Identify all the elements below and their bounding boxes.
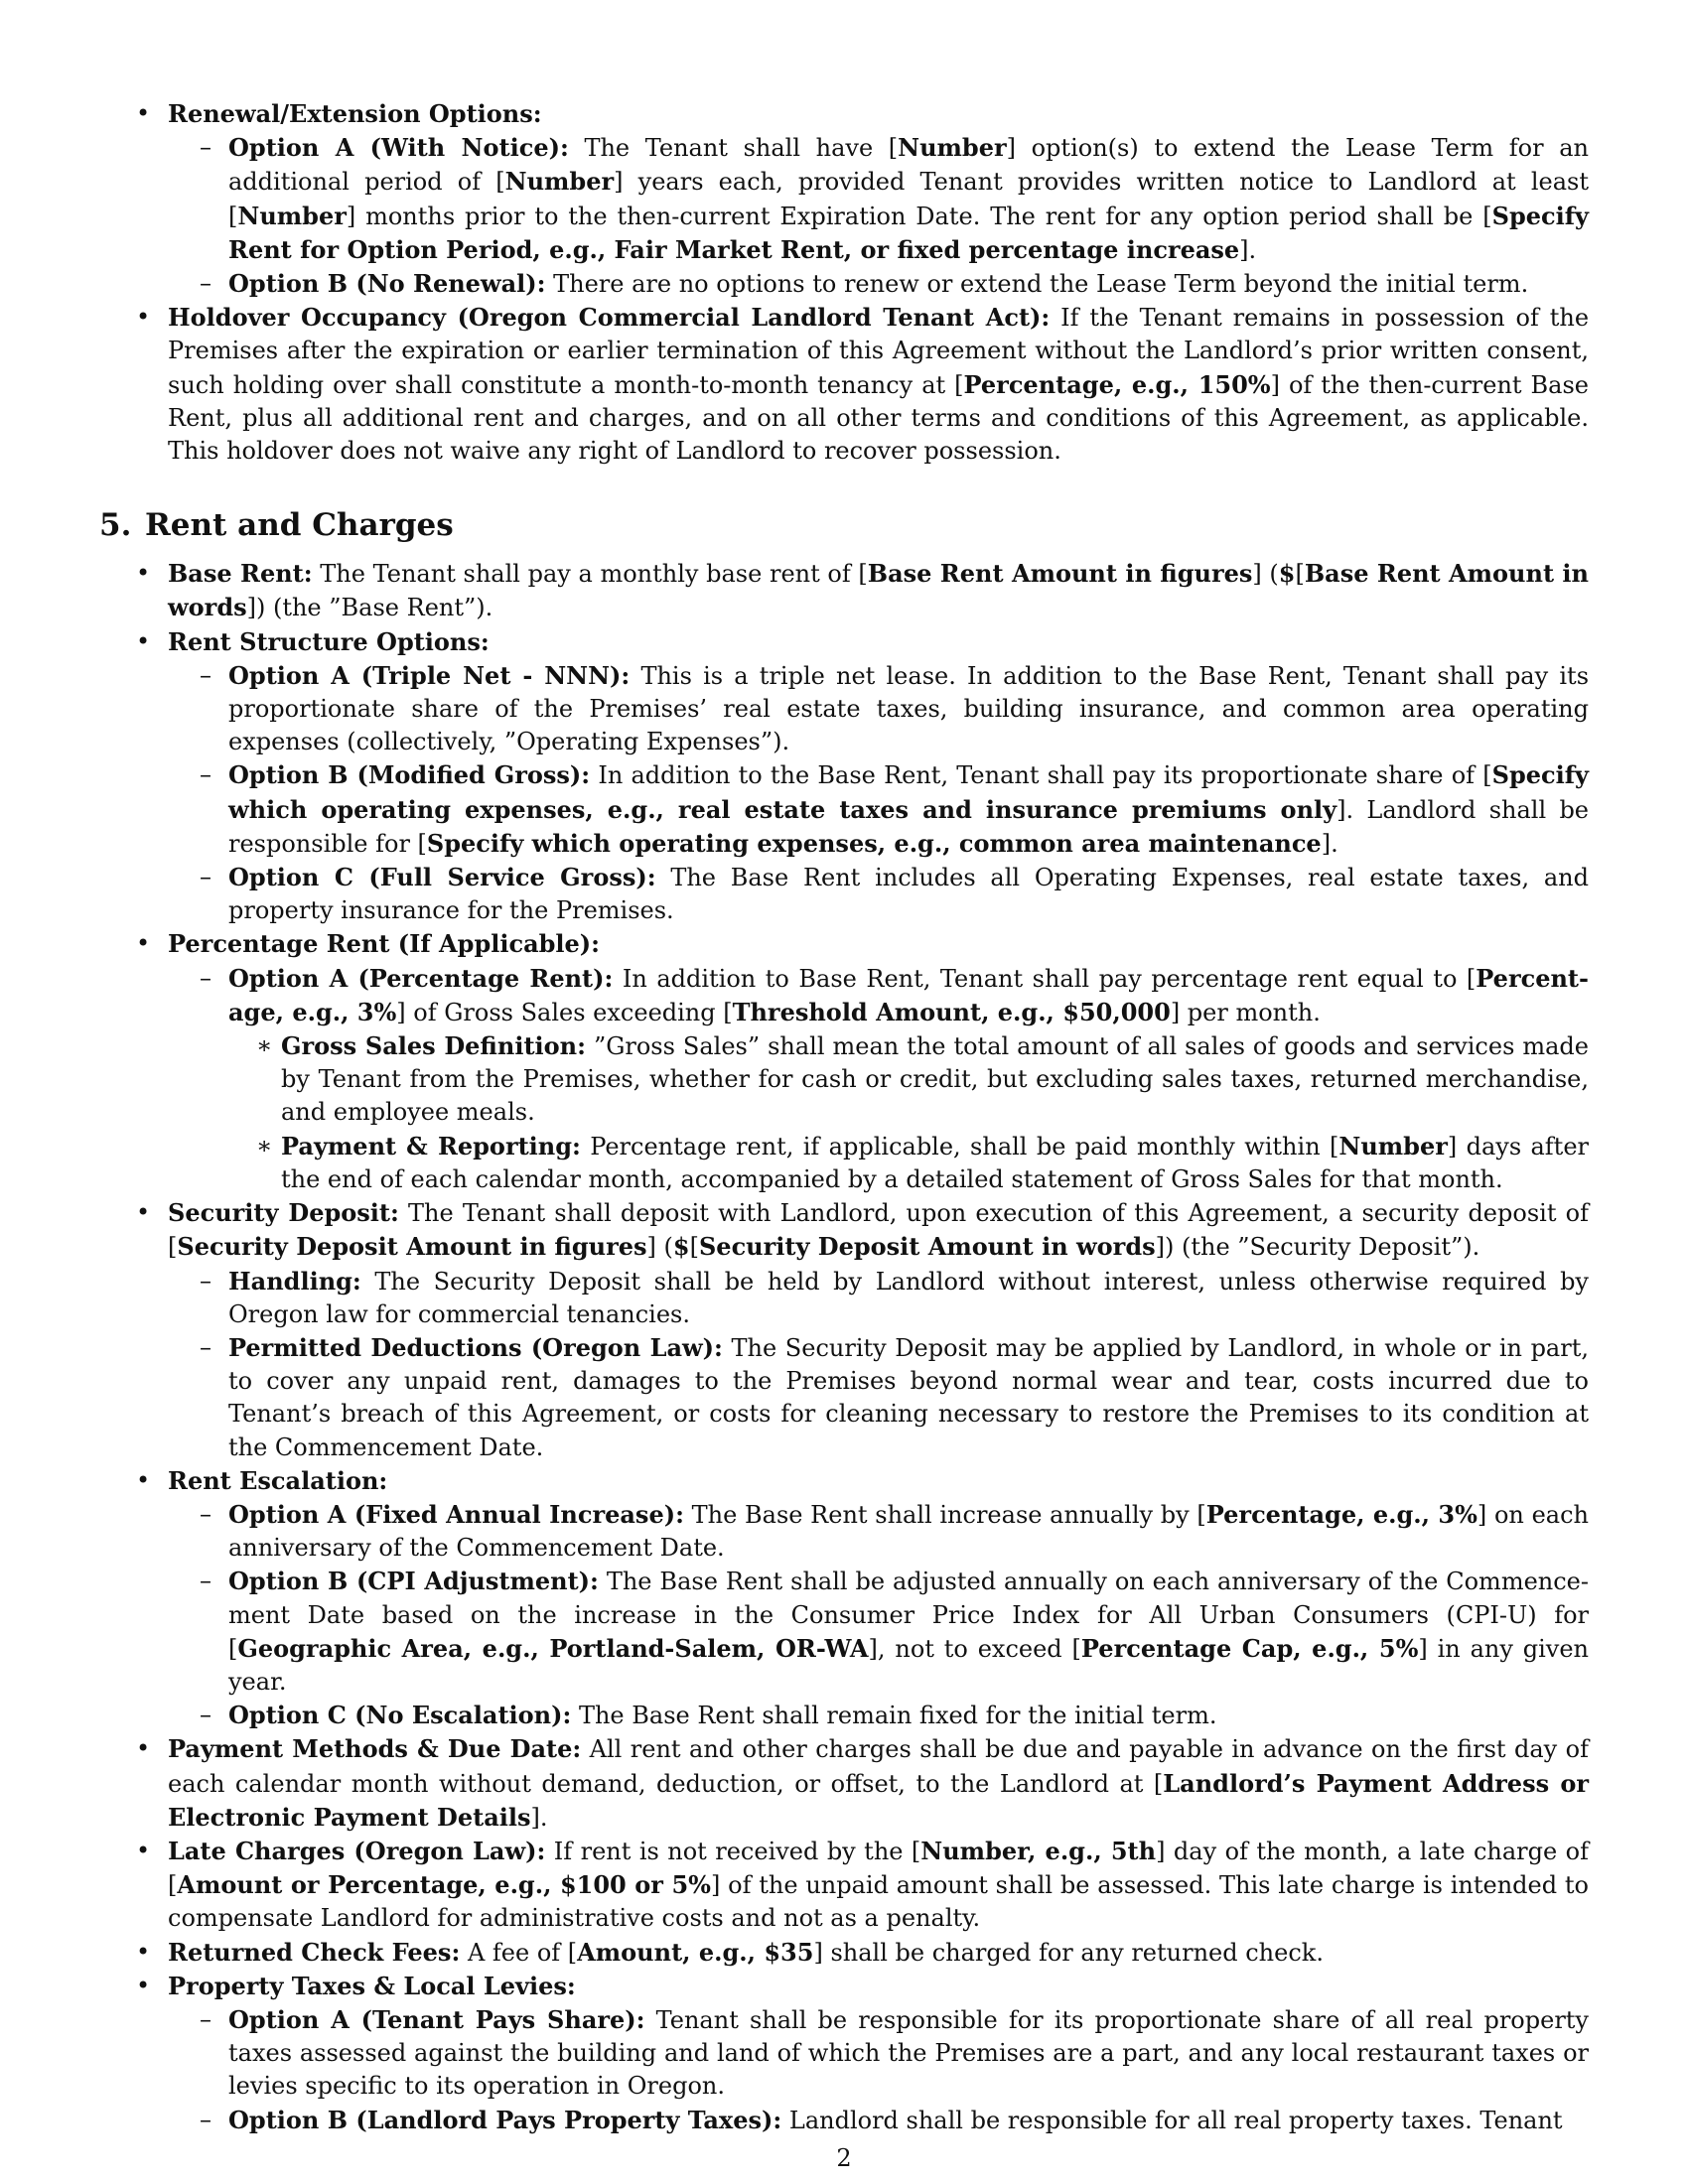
item-label: Payment Methods & Due Date:: [168, 1734, 582, 1764]
option-text: The Base Rent shall increase annually by [Percentage, e.g., 3%] on each anniversary of the Commencement Date.: [228, 1499, 1589, 1563]
option-text: In addition to Base Rent, Tenant shall pay percentage rent equal to [Percent-age, e.g., 3%] of Gross Sales exceeding [Threshold Amount, e.g., $50,000] per month.: [228, 963, 1589, 1026]
option-label: Option A (Triple Net - NNN):: [228, 660, 631, 690]
option-text: This is a triple net lease. In addition to the Base Rent, Tenant shall pay its proportionate share of the Premises’ real estate taxes, building insurance, and common area operating expenses (collectively, ”Operating Expenses”).: [228, 661, 1590, 756]
item-label: Base Rent:: [168, 559, 313, 589]
option-label: Option C (No Escalation):: [228, 1701, 572, 1730]
percentage-rent-option-a: [168, 962, 1589, 1196]
percentage-rent-item: [99, 927, 1589, 1196]
section-heading: [99, 505, 1589, 545]
detail-text: ”Gross Sales” shall mean the total amount of all sales of goods and services made by Tenant from the Premises, whether for cash or credit, but excluding sales taxes, returned merchandise, and employee meals.: [281, 1032, 1589, 1127]
item-heading: Rent Escalation:: [168, 1465, 388, 1495]
section-title: Rent and Charges: [145, 507, 454, 544]
page-number: 2: [836, 2144, 852, 2172]
base-rent-item: [99, 557, 1589, 624]
item-label: Security Deposit:: [168, 1198, 399, 1228]
rent-structure-item: [99, 625, 1589, 928]
percentage-rent-sublist: [168, 962, 1589, 1196]
item-text: A fee of [Amount, e.g., $35] shall be charged for any returned check.: [467, 1937, 1324, 1967]
item-heading: Rent Structure Options:: [168, 626, 490, 656]
rent-structure-option-b: [168, 758, 1589, 861]
detail-label: Gross Sales Definition:: [281, 1031, 586, 1061]
detail-label: Payment & Reporting:: [281, 1131, 581, 1160]
item-text: If rent is not received by the [Number, e.g., 5th] day of the month, a late charge of [Amount or Percentage, e.g., $100 or 5%] of the unpaid amount shall be assessed. This late charge is intended to compensate Landlord for administrative costs and not as a penalty.: [168, 1836, 1590, 1933]
gross-sales-definition: [228, 1029, 1589, 1130]
section-number: 5.: [99, 507, 132, 544]
item-heading: Property Taxes & Local Levies:: [168, 1971, 576, 2000]
rent-list: [99, 557, 1589, 2137]
document-page: [99, 97, 1589, 2137]
payment-methods-item: [99, 1732, 1589, 1835]
option-text: Tenant shall be responsible for its proportionate share of all real property taxes assessed against the building and land of which the Premises are a part, and any local restaurant taxes or levies specific to its operation in Oregon.: [228, 2005, 1589, 2101]
option-text: In addition to the Base Rent, Tenant shall pay its proportionate share of [Specify which operating expenses, e.g., real estate taxes and insurance premiums only]. Landlord shall be responsible for [Specify which operating expenses, e.g., common area maintenance].: [228, 760, 1590, 858]
option-text: There are no options to renew or extend the Lease Term beyond the initial term.: [553, 270, 1529, 299]
option-text: The Security Deposit may be applied by Landlord, in whole or in part, to cover any unpaid rent, damages to the Premises beyond normal wear and tear, costs incurred due to Tenant’s breach of this Agreement, or costs for cleaning necessary to restore the Premises to its condition at the Commencement Date.: [228, 1333, 1589, 1461]
security-deposit-sublist: [168, 1265, 1589, 1464]
option-label: Option B (CPI Adjustment):: [228, 1567, 599, 1596]
option-label: Option A (Tenant Pays Share):: [228, 2004, 645, 2034]
option-label: Option C (Full Service Gross):: [228, 863, 656, 892]
late-charges-item: [99, 1835, 1589, 1936]
escalation-option-c: [168, 1699, 1589, 1732]
option-text: The Tenant shall have [Number] option(s) to extend the Lease Term for an additional period of [Number] years each, provided Tenant provides written notice to Landlord at least [Number] months prior to the then-current Expiration Date. The rent for any option period shall be [Specify Rent for Option Period, e.g., Fair Market Rent, or fixed percentage increase].: [228, 133, 1589, 264]
returned-check-item: [99, 1936, 1589, 1970]
rent-escalation-item: [99, 1464, 1589, 1733]
escalation-option-b: [168, 1565, 1589, 1699]
property-taxes-sublist: [168, 2003, 1589, 2137]
detail-text: Percentage rent, if applicable, shall be paid monthly within [Number] days after the end of each calendar month, accompanied by a detailed statement of Gross Sales for that month.: [281, 1131, 1590, 1193]
renewal-sublist: [168, 131, 1589, 301]
rent-structure-sublist: [168, 659, 1589, 928]
option-label: Option A (Percentage Rent):: [228, 963, 614, 993]
item-text: All rent and other charges shall be due and payable in advance on the first day of each calendar month without demand, deduction, or offset, to the Landlord at [Landlord’s Payment Address or Electronic Payment Details].: [168, 1735, 1589, 1832]
option-text: The Security Deposit shall be held by Landlord without interest, unless otherwise required by Oregon law for commercial tenancies.: [228, 1267, 1589, 1328]
payment-reporting: [228, 1130, 1589, 1196]
option-label: Option B (No Renewal):: [228, 269, 546, 299]
item-label: Holdover Occupancy (Oregon Commercial Landlord Tenant Act):: [168, 303, 1051, 333]
option-label: Handling:: [228, 1266, 361, 1296]
option-text: The Base Rent shall be adjusted annually on each anniversary of the Commence-ment Date based on the increase in the Consumer Price Index for All Urban Consumers (CPI-U) for [Geographic Area, e.g., Portland-Salem, OR-WA], not to exceed [Percentage Cap, e.g., 5%] in any given year.: [228, 1568, 1590, 1696]
item-label: Returned Check Fees:: [168, 1937, 461, 1967]
option-label: Permitted Deductions (Oregon Law):: [228, 1332, 723, 1362]
escalation-option-a: [168, 1498, 1589, 1565]
deposit-deductions: [168, 1331, 1589, 1464]
option-text: Landlord shall be responsible for all real property taxes. Tenant: [788, 2106, 1563, 2134]
percentage-rent-details: [228, 1029, 1589, 1196]
deposit-handling: [168, 1265, 1589, 1331]
property-taxes-item: [99, 1970, 1589, 2137]
escalation-sublist: [168, 1498, 1589, 1732]
holdover-item: [99, 301, 1589, 468]
option-label: Option A (Fixed Annual Increase):: [228, 1499, 684, 1529]
rent-structure-option-a: [168, 659, 1589, 759]
item-text: The Tenant shall deposit with Landlord, upon execution of this Agreement, a security deposit of [Security Deposit Amount in figures] ($[Security Deposit Amount in words]) (the ”Security Deposit”).: [168, 1199, 1589, 1262]
item-label: Late Charges (Oregon Law):: [168, 1836, 546, 1865]
renewal-options-item: [99, 97, 1589, 301]
option-text: The Base Rent shall remain fixed for the initial term.: [578, 1702, 1217, 1730]
property-taxes-option-a: [168, 2003, 1589, 2104]
item-text: The Tenant shall pay a monthly base rent of [Base Rent Amount in figures] ($[Base Rent Amount in words]) (the ”Base Rent”).: [168, 559, 1589, 622]
item-text: If the Tenant remains in possession of the Premises after the expiration or earlier termination of this Agreement without the Landlord’s prior written consent, such holding over shall constitute a month-to-month tenancy at [Percentage, e.g., 150%] of the then-current Base Rent, plus all additional rent and charges, and on all other terms and conditions of this Agreement, as applicable. This holdover does not waive any right of Landlord to recover possession.: [168, 304, 1590, 466]
option-label: Option B (Landlord Pays Property Taxes):: [228, 2105, 782, 2134]
security-deposit-item: [99, 1196, 1589, 1464]
renewal-option-a: [168, 131, 1589, 267]
renewal-heading: Renewal/Extension Options:: [168, 99, 542, 128]
option-label: Option A (With Notice):: [228, 133, 569, 163]
option-label: Option B (Modified Gross):: [228, 760, 591, 790]
option-text: The Base Rent includes all Operating Expenses, real estate taxes, and property insurance for the Premises.: [228, 864, 1589, 925]
item-heading: Percentage Rent (If Applicable):: [168, 929, 601, 959]
rent-structure-option-c: [168, 861, 1589, 927]
renewal-list: [99, 97, 1589, 468]
renewal-option-b: [168, 267, 1589, 301]
property-taxes-option-b: [168, 2104, 1589, 2137]
